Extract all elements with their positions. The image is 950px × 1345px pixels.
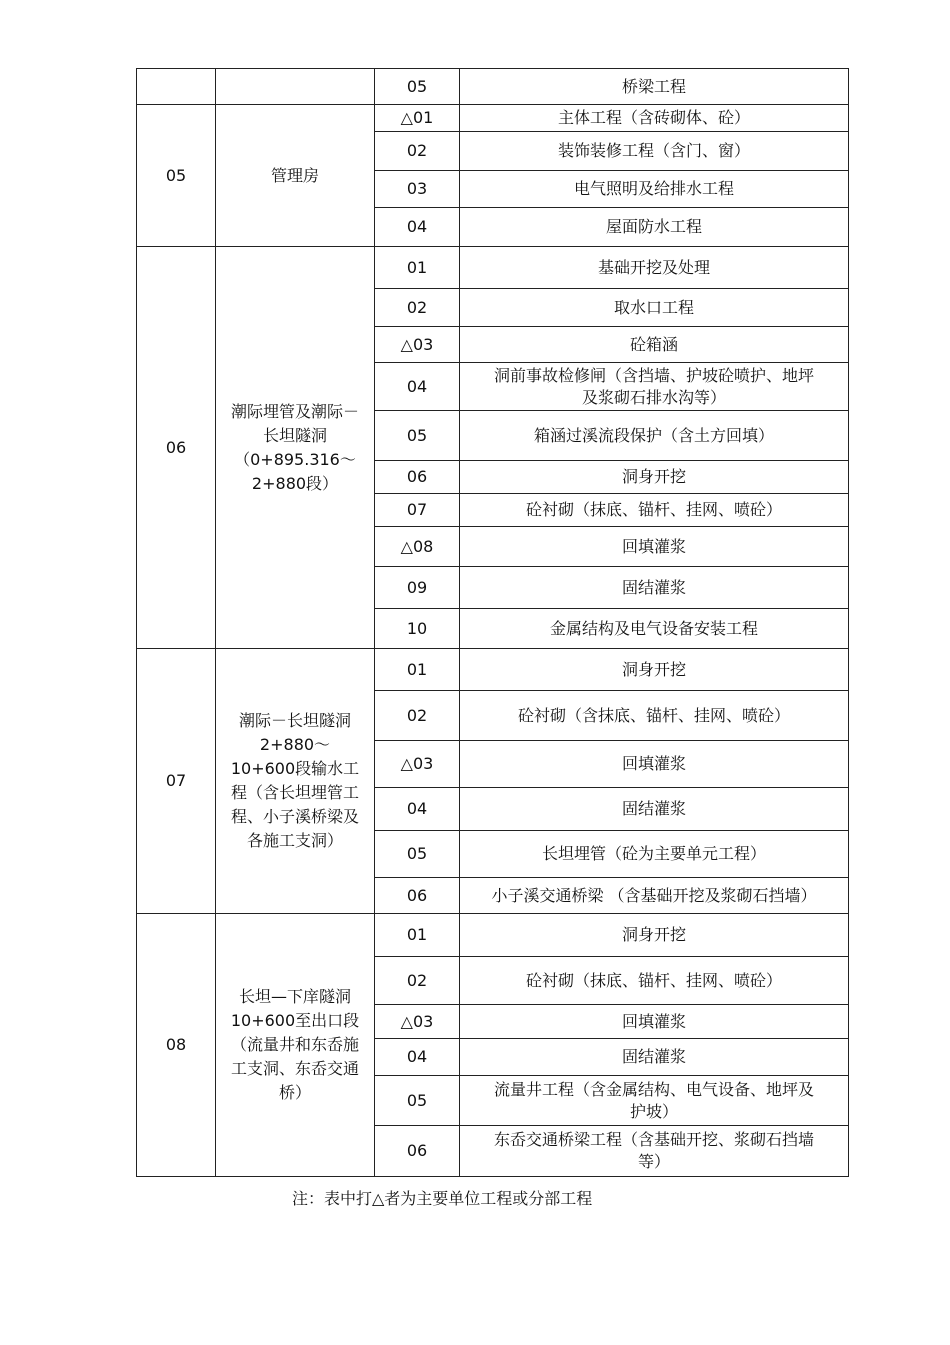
sub-item-number-cell: 06 bbox=[375, 461, 460, 494]
sub-item-number-cell: 03 bbox=[375, 171, 460, 208]
sub-item-name-cell: 固结灌浆 bbox=[460, 1039, 849, 1076]
sub-item-number-cell: 04 bbox=[375, 788, 460, 831]
sub-item-name-cell: 流量井工程（含金属结构、电气设备、地坪及护坡） bbox=[460, 1076, 849, 1126]
unit-code-cell: 05 bbox=[137, 105, 216, 247]
sub-item-number-cell: △08 bbox=[375, 527, 460, 567]
unit-name-cell: 潮际－长坦隧洞2+880～10+600段输水工程（含长坦埋管工程、小子溪桥梁及各施工支洞） bbox=[216, 649, 375, 914]
sub-item-name-cell: 取水口工程 bbox=[460, 289, 849, 327]
table-row bbox=[137, 247, 849, 289]
unit-code-cell: 08 bbox=[137, 914, 216, 1177]
sub-item-number-cell: 05 bbox=[375, 831, 460, 878]
table-row bbox=[137, 649, 849, 691]
table-note: 注：表中打△者为主要单位工程或分部工程 bbox=[292, 1189, 593, 1208]
unit-name-cell: 潮际埋管及潮际－长坦隧洞（0+895.316～2+880段） bbox=[216, 247, 375, 649]
sub-item-number-cell: 01 bbox=[375, 649, 460, 691]
sub-item-name-cell: 砼衬砌（抹底、锚杆、挂网、喷砼） bbox=[460, 494, 849, 527]
sub-item-number-cell: 04 bbox=[375, 363, 460, 411]
sub-item-name-cell: 砼衬砌（抹底、锚杆、挂网、喷砼） bbox=[460, 957, 849, 1005]
unit-code-cell: 06 bbox=[137, 247, 216, 649]
sub-item-name-cell: 固结灌浆 bbox=[460, 567, 849, 609]
sub-item-number-cell: 07 bbox=[375, 494, 460, 527]
sub-item-name-cell: 洞身开挖 bbox=[460, 649, 849, 691]
sub-item-name-cell: 装饰装修工程（含门、窗） bbox=[460, 132, 849, 171]
unit-code-cell: 07 bbox=[137, 649, 216, 914]
sub-item-number-cell: 06 bbox=[375, 1126, 460, 1177]
sub-item-number-cell: 05 bbox=[375, 1076, 460, 1126]
sub-item-number-cell: 02 bbox=[375, 691, 460, 741]
sub-item-name-cell: 长坦埋管（砼为主要单元工程） bbox=[460, 831, 849, 878]
sub-item-name-cell: 砼衬砌（含抹底、锚杆、挂网、喷砼） bbox=[460, 691, 849, 741]
sub-item-name-cell: 洞身开挖 bbox=[460, 461, 849, 494]
table-row bbox=[137, 914, 849, 957]
sub-item-number-cell: 05 bbox=[375, 69, 460, 105]
sub-item-name-cell: 金属结构及电气设备安装工程 bbox=[460, 609, 849, 649]
unit-code-cell bbox=[137, 69, 216, 105]
sub-item-name-cell: 回填灌浆 bbox=[460, 1005, 849, 1039]
sub-item-name-cell: 固结灌浆 bbox=[460, 788, 849, 831]
sub-item-name-cell: 洞前事故检修闸（含挡墙、护坡砼喷护、地坪及浆砌石排水沟等） bbox=[460, 363, 849, 411]
sub-item-number-cell: 02 bbox=[375, 289, 460, 327]
sub-item-name-cell: 基础开挖及处理 bbox=[460, 247, 849, 289]
sub-item-name-cell: 回填灌浆 bbox=[460, 741, 849, 788]
project-division-table bbox=[136, 68, 849, 1177]
sub-item-number-cell: △03 bbox=[375, 327, 460, 363]
sub-item-number-cell: 04 bbox=[375, 1039, 460, 1076]
sub-item-number-cell: 09 bbox=[375, 567, 460, 609]
sub-item-name-cell: 东岙交通桥梁工程（含基础开挖、浆砌石挡墙等） bbox=[460, 1126, 849, 1177]
sub-item-name-cell: 屋面防水工程 bbox=[460, 208, 849, 247]
sub-item-number-cell: 05 bbox=[375, 411, 460, 461]
unit-name-cell: 管理房 bbox=[216, 105, 375, 247]
sub-item-number-cell: △03 bbox=[375, 741, 460, 788]
sub-item-number-cell: 10 bbox=[375, 609, 460, 649]
sub-item-name-cell: 主体工程（含砖砌体、砼） bbox=[460, 105, 849, 132]
sub-item-number-cell: 01 bbox=[375, 247, 460, 289]
sub-item-name-cell: 砼箱涵 bbox=[460, 327, 849, 363]
sub-item-name-cell: 洞身开挖 bbox=[460, 914, 849, 957]
unit-name-cell: 长坦—下庠隧洞10+600至出口段（流量井和东岙施工支洞、东岙交通桥） bbox=[216, 914, 375, 1177]
sub-item-name-cell: 箱涵过溪流段保护（含土方回填） bbox=[460, 411, 849, 461]
table-row bbox=[137, 105, 849, 132]
unit-name-cell bbox=[216, 69, 375, 105]
sub-item-name-cell: 桥梁工程 bbox=[460, 69, 849, 105]
sub-item-number-cell: 04 bbox=[375, 208, 460, 247]
sub-item-number-cell: 01 bbox=[375, 914, 460, 957]
sub-item-number-cell: 02 bbox=[375, 957, 460, 1005]
table-row bbox=[137, 69, 849, 105]
sub-item-number-cell: 06 bbox=[375, 878, 460, 914]
sub-item-number-cell: △01 bbox=[375, 105, 460, 132]
sub-item-number-cell: 02 bbox=[375, 132, 460, 171]
sub-item-name-cell: 小子溪交通桥梁 （含基础开挖及浆砌石挡墙） bbox=[460, 878, 849, 914]
sub-item-number-cell: △03 bbox=[375, 1005, 460, 1039]
sub-item-name-cell: 回填灌浆 bbox=[460, 527, 849, 567]
sub-item-name-cell: 电气照明及给排水工程 bbox=[460, 171, 849, 208]
